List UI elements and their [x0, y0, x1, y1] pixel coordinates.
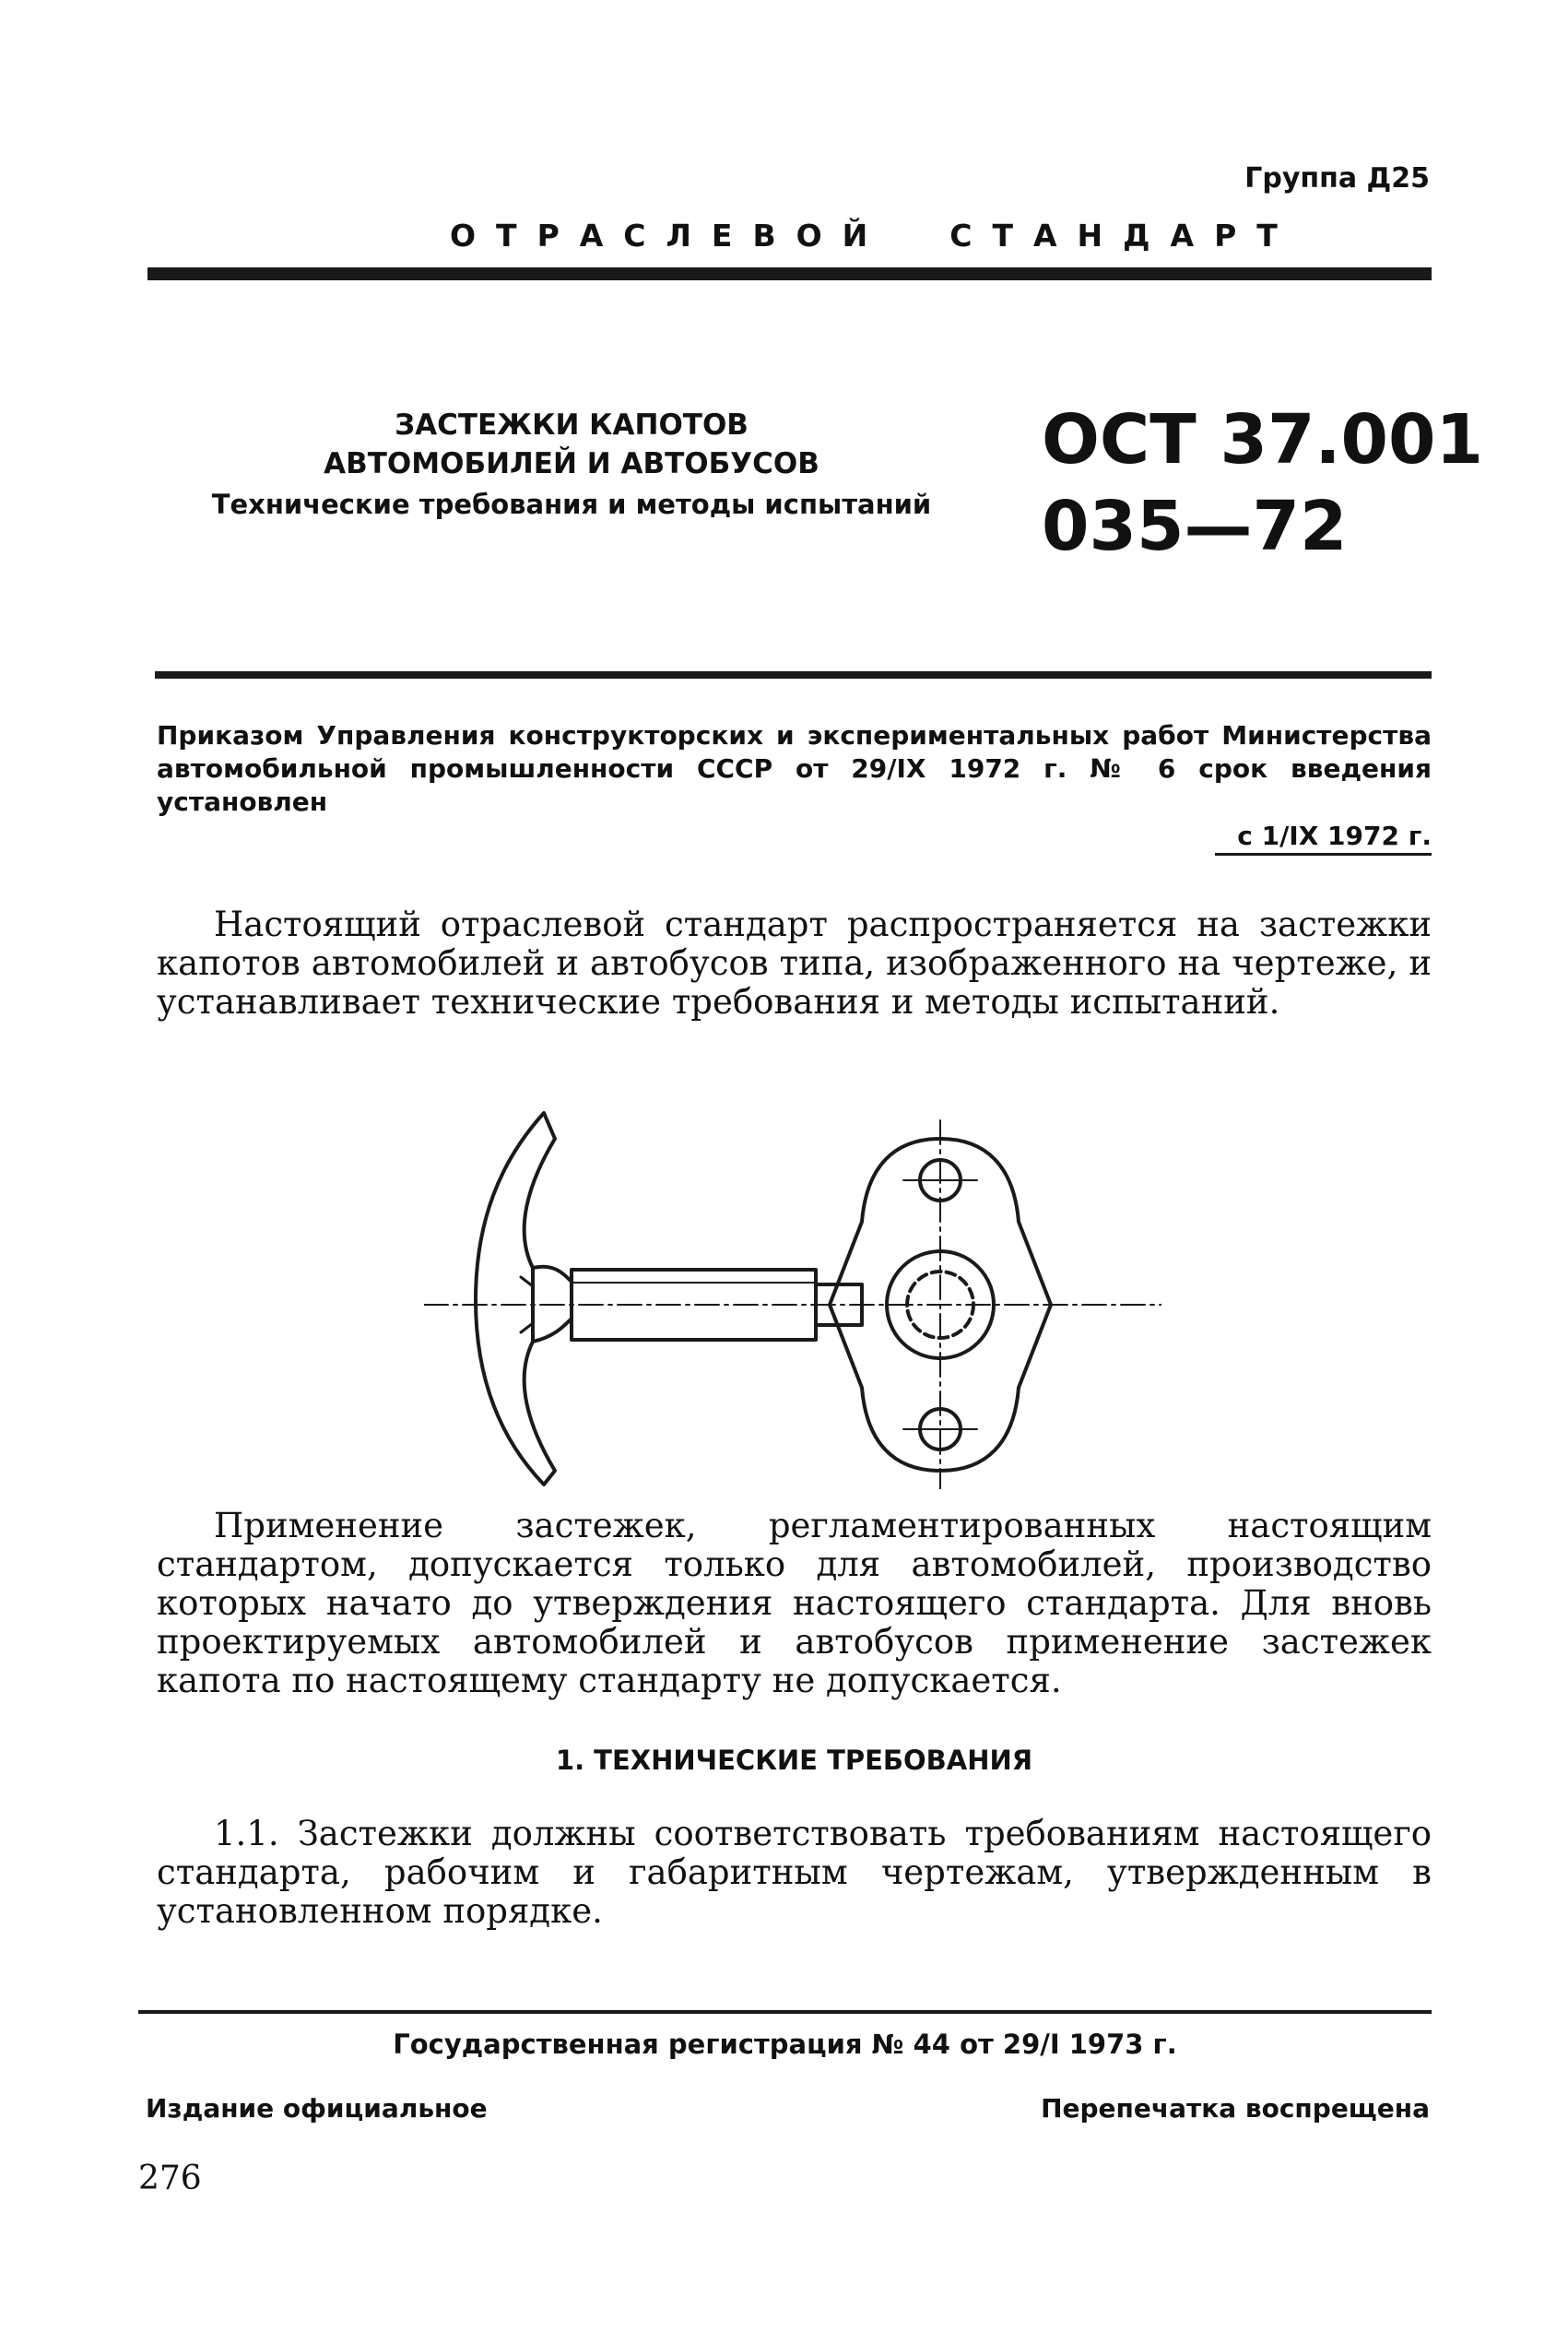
registration-line: Государственная регистрация № 44 от 29/I 1973 г.: [393, 2029, 1177, 2060]
usage-paragraph: Применение застежек, регламентированных настоящим стандартом, допускается только для автомобилей, производство которых начато до утверждения настоящего стандарта. Для вновь проектируемых автомобилей и автобусов применение застежек капота по настоящему стандарту не допускается.: [157, 1506, 1432, 1700]
fastener-drawing: [424, 1102, 1161, 1489]
intro-paragraph: Настоящий отраслевой стандарт распространяется на застежки капотов автомобилей и автобусов типа, изображенного на чертеже, и устанавливает технические требования и методы испытаний.: [157, 905, 1432, 1022]
order-text: Приказом Управления конструкторских и экспериментальных работ Министерства автомобильной промышленности СССР от 29/IX 1972 г. № 6 срок введения установлен: [157, 720, 1432, 817]
title-subtitle: Технические требования и методы испытаний: [211, 489, 932, 520]
order-date: с 1/IX 1972 г.: [1215, 821, 1432, 856]
reprint-notice: Перепечатка воспрещена: [1041, 2093, 1430, 2124]
top-divider: [147, 267, 1432, 280]
edition-label: Издание официальное: [146, 2093, 488, 2124]
title-line-1: ЗАСТЕЖКИ КАПОТОВ: [395, 408, 749, 442]
standard-code: [1042, 396, 1483, 570]
section-heading: 1. ТЕХНИЧЕСКИЕ ТРЕБОВАНИЯ: [555, 1745, 1033, 1776]
bottom-divider: [138, 2010, 1432, 2014]
page-number: 276: [138, 2159, 202, 2197]
clause-1-1: 1.1. Застежки должны соответствовать требованиям настоящего стандарта, рабочим и габаритным чертежам, утвержденным в установленном порядке.: [157, 1814, 1432, 1931]
org-standard-heading: ОТРАСЛЕВОЙ СТАНДАРТ: [450, 218, 1298, 254]
t-handle-shape: [476, 1113, 555, 1485]
middle-divider: [155, 671, 1432, 679]
standard-code-line-1: ОСТ 37.001: [1042, 400, 1484, 479]
title-line-2: АВТОМОБИЛЕЙ И АВТОБУСОВ: [324, 447, 819, 480]
document-title: [184, 406, 959, 526]
standard-code-line-2: 035—72: [1042, 487, 1348, 566]
group-label: Группа Д25: [1244, 162, 1430, 195]
